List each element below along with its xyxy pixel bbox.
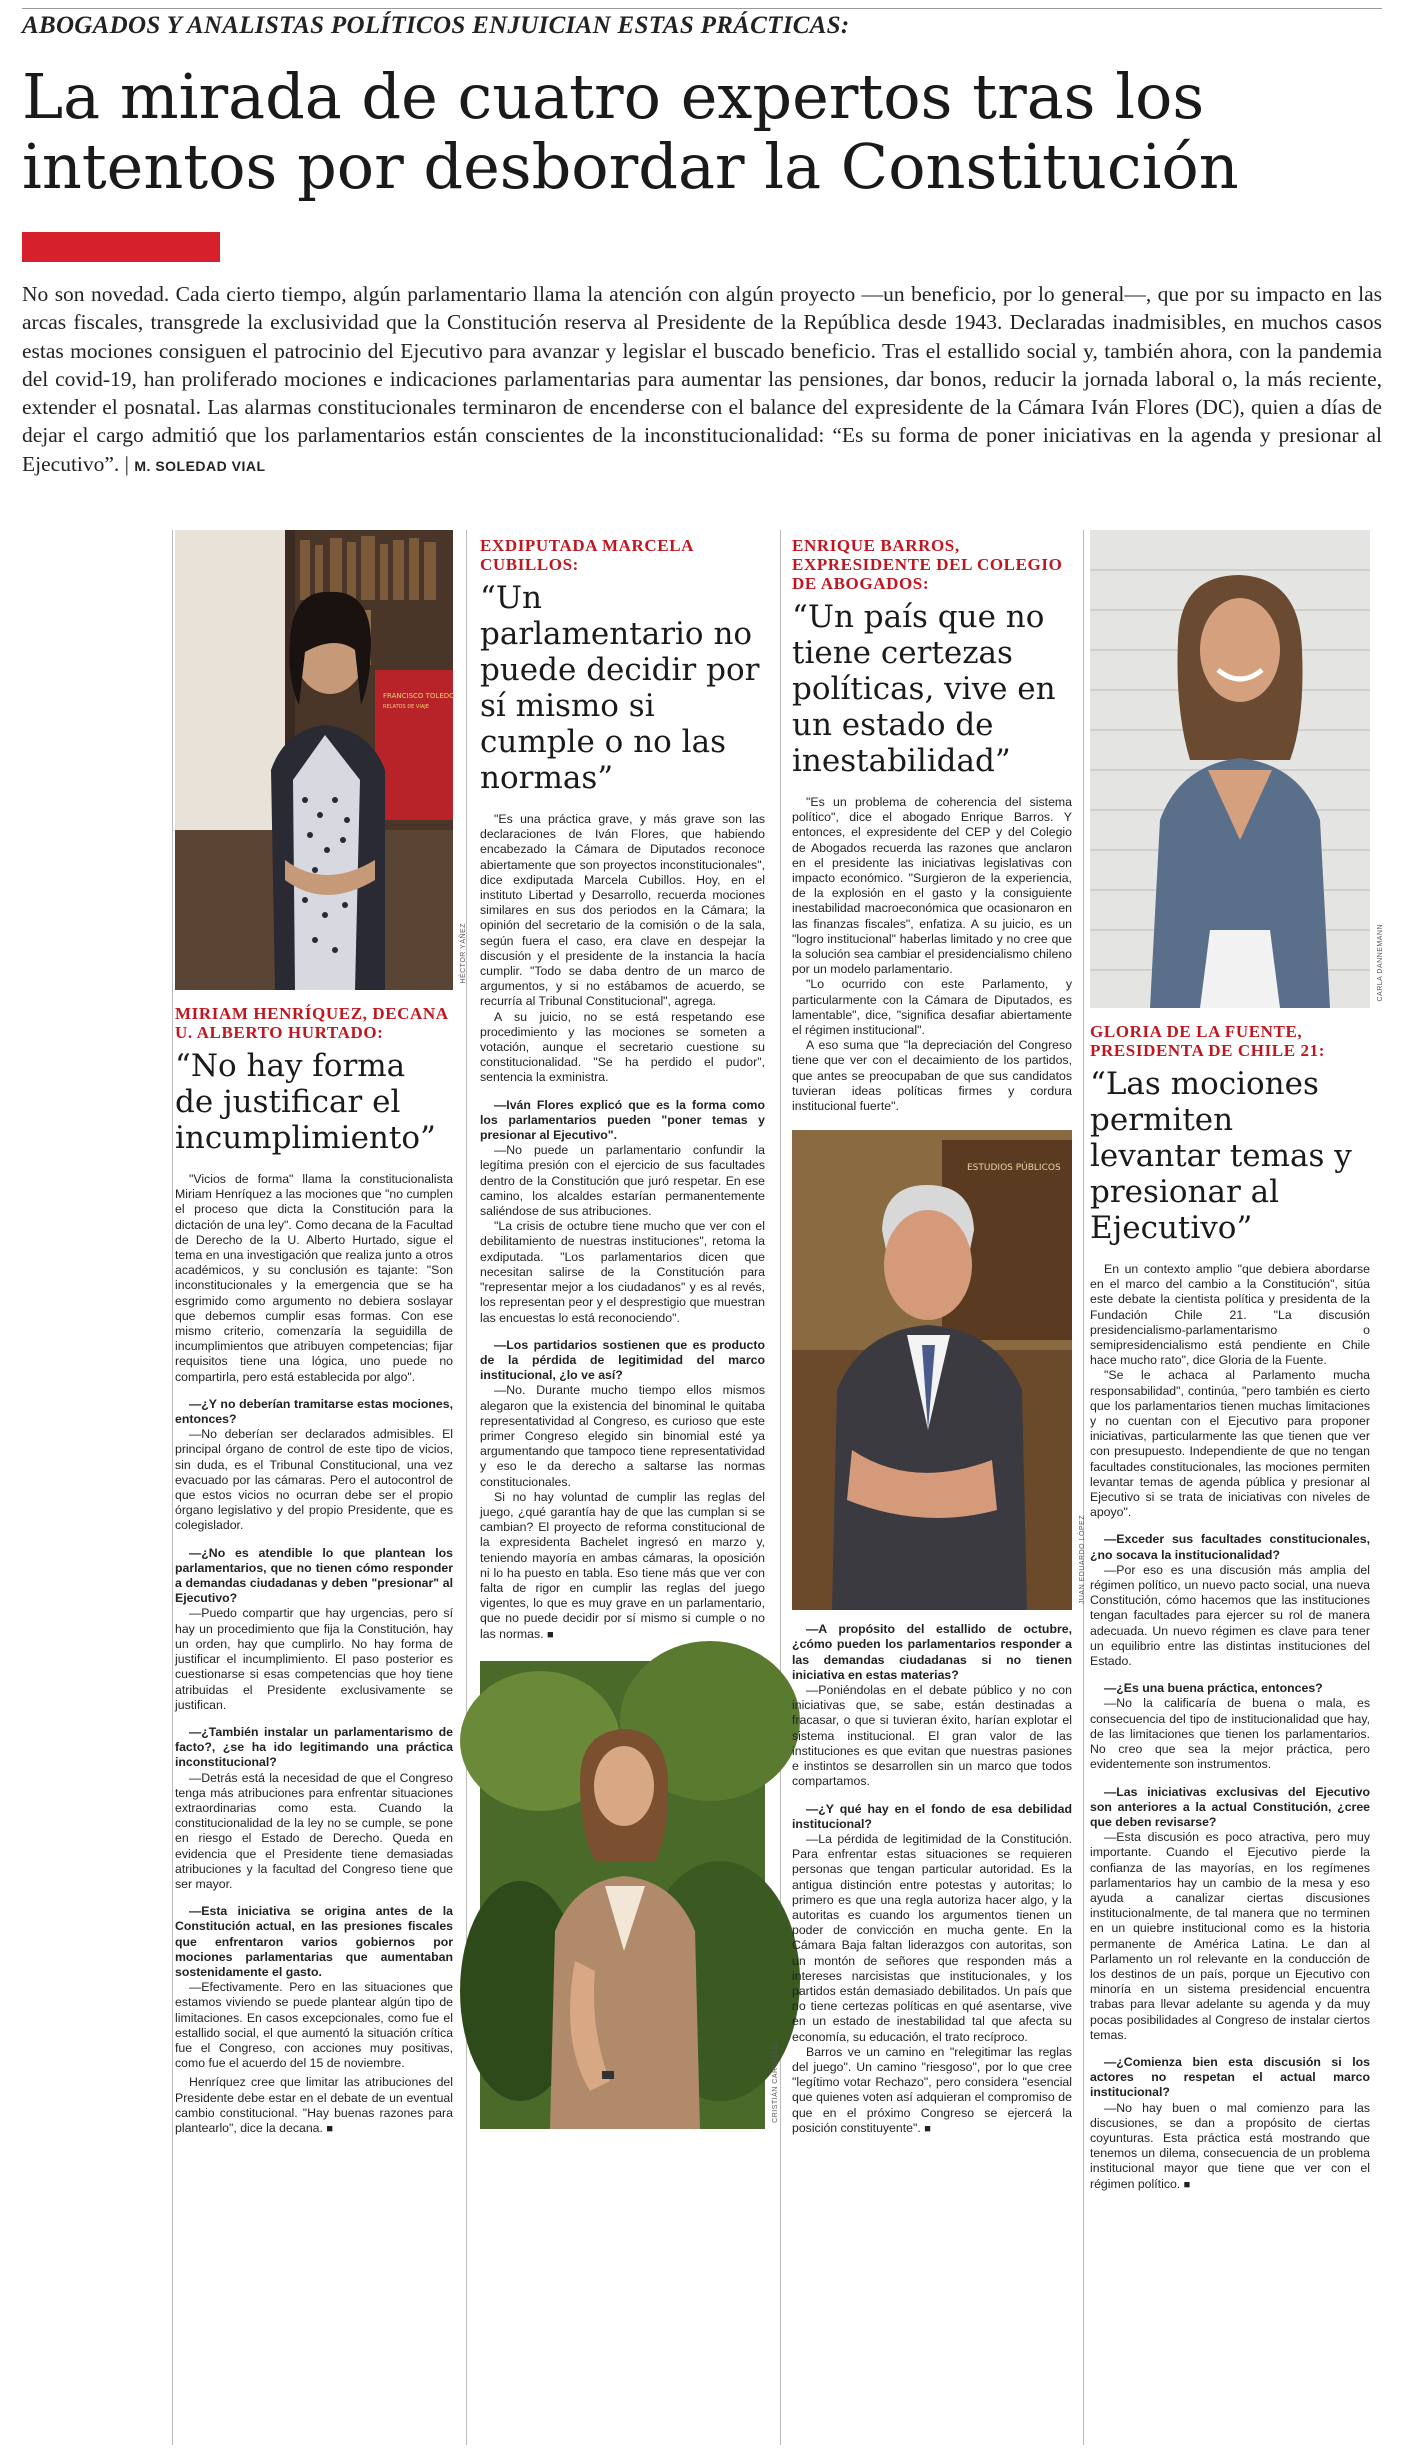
paragraph: En un contexto amplio "que debiera abordarse en el marco del cambio a la Constitución", sitúa este debate la cientista política y presidenta de la Fundación Chile 21. "La discusión presidencialismo-parlamentarismo o semipresidencialismo está pendiente en Chile hace mucho rato", dice Gloria de la Fuente. bbox=[1090, 1262, 1370, 1368]
interview-answer: —Puedo compartir que hay urgencias, pero sí hay un procedimiento que fija la Constitución, hay un orden, hay que cumplirlo. No hay forma de justificar el incumplimiento. El paso posterior es cuestionarse si esas competencias que hoy tiene atribuidas el Presidente exclusivamente se justifican. bbox=[175, 1606, 453, 1712]
pull-quote: “Las mociones permiten levantar temas y presionar al Ejecutivo” bbox=[1090, 1066, 1352, 1246]
article-body bbox=[1090, 1262, 1370, 2193]
article-body bbox=[792, 795, 1072, 1114]
interview-answer: —No deberían ser declarados admisibles. El principal órgano de control de este tipo de vicios, sin duda, es el Tribunal Constitucional, una vez evacuado por las cámaras. Pero el autocontrol de que estos vicios no ocurran debe ser el propio órgano legislativo y del propio Presidente, que es colegislador. bbox=[175, 1427, 453, 1533]
kicker: ABOGADOS Y ANALISTAS POLÍTICOS ENJUICIAN ESTAS PRÁCTICAS: bbox=[22, 12, 850, 39]
photo-credit: JUAN EDUARDO LÓPEZ bbox=[1079, 1515, 1086, 1605]
interview-answer: —Poniéndolas en el debate público y no con iniciativas que, se sabe, están destinadas a fracasar, o que si tuvieran éxito, harían explotar el sistema institucional. El gran valor de las instituciones es que evitan que nuestras pasiones e instintos se desarrollen sin un marco que todos compartamos. bbox=[792, 1683, 1072, 1789]
paragraph-closing: Henríquez cree que limitar las atribuciones del Presidente debe estar en el debate de un eventual cambio constitucional. "Hay buenas razones para plantearlo", dice la decana. ■ bbox=[175, 2075, 453, 2135]
paragraph: "Es una práctica grave, y más grave son las declaraciones de Iván Flores, que habiendo encabezado la Cámara de Diputados reconoce abiertamente que son proyectos inconstitucionales", dice exdiputada Marcela Cubillos. Hoy, en el instituto Libertad y Desarrollo, recuerda mociones similares en sus dos periodos en la Cámara; la opinión del secretario de la comisión o de la sala, según fuera el caso, era clave en despejar la discusión y el presidente de la instancia la hacía cumplir. "Todo se daba dentro de un marco de argumentos, y si no estábamos de acuerdo, se recurría al Tribunal Constitucional", agrega. bbox=[480, 812, 765, 1009]
photo-credit: HÉCTOR YÁÑEZ bbox=[460, 923, 467, 984]
column-barros bbox=[792, 530, 1086, 2137]
interview-question: —Las iniciativas exclusivas del Ejecutivo son anteriores a la actual Constitución, ¿cree que deben revisarse? bbox=[1090, 1784, 1370, 1829]
headline-line-2: intentos por desbordar la Constitución bbox=[22, 130, 1239, 203]
top-rule bbox=[22, 8, 1382, 9]
pull-quote: “Un país que no tiene certezas políticas, vive en un estado de inestabilidad” bbox=[792, 599, 1056, 779]
article-body bbox=[480, 812, 765, 1643]
lead-paragraph bbox=[22, 280, 1382, 480]
end-mark: ■ bbox=[1183, 2178, 1191, 2191]
column-cubillos bbox=[480, 530, 779, 2129]
interview-answer: —Detrás está la necesidad de que el Congreso tenga más atribuciones para enfrentar situaciones extraordinarias como esta. Cuando la constitucionalidad de la ley no se cumple, se pone en riesgo el Estado de Derecho. Queda en evidencia que el Presidente tiene demasiadas atribuciones y la facultad del Congreso tiene que ser mayor. bbox=[175, 1770, 453, 1891]
pull-quote: “Un parlamentario no puede decidir por sí mismo si cumple o no las normas” bbox=[480, 580, 760, 796]
interview-question: —Iván Flores explicó que es la forma como los parlamentarios pueden "poner temas y presionar al Ejecutivo". bbox=[480, 1097, 765, 1143]
interview-answer: —No la calificaría de buena o mala, es consecuencia del tipo de institucionalidad que hay, de las limitaciones que tienen los parlamentarios. No creo que sea la mejor práctica, pero evidentemente son instrumentos. bbox=[1090, 1696, 1370, 1772]
svg-text:ESTUDIOS PÚBLICOS: ESTUDIOS PÚBLICOS bbox=[967, 1163, 1061, 1174]
article-body-continued bbox=[792, 1622, 1072, 2137]
portrait-illustration bbox=[480, 1661, 765, 2129]
paragraph: "Vicios de forma" llama la constitucionalista Miriam Henríquez a las mociones que "no cumplen el proceso que dicta la Constitución para la dictación de una ley". Como decana de la Facultad de Derecho de la U. Alberto Hurtado, sigue el tema en una investigación que realiza junto a otros académicos, y su conclusión es tajante: "Son inconstitucionales y la emergencia que se ha esgrimido como argumento no debiera soslayar que debemos cumplir esas formas. Con ese mismo criterio, comenzaría la seguidilla de incumplimientos que atribuyen competencias; fijar requisitos tiene una lógica, uno puede no compartirla, pero está establecida por algo". bbox=[175, 1172, 453, 1384]
expert-name-title: MIRIAM HENRÍQUEZ, DECANA U. ALBERTO HURTADO: bbox=[175, 1004, 448, 1042]
expert-name-title: ENRIQUE BARROS, EXPRESIDENTE DEL COLEGIO DE ABOGADOS: bbox=[792, 536, 1063, 593]
paragraph: A su juicio, no se está respetando ese procedimiento y las mociones se someten a votación, aunque el secretario cuestione su constitucionalidad. "Se ha perdido el pudor", sentencia la exministra. bbox=[480, 1009, 765, 1085]
interview-question: —¿Y no deberían tramitarse estas mociones, entonces? bbox=[175, 1396, 453, 1427]
column-de-la-fuente bbox=[1090, 530, 1384, 2193]
byline: M. SOLEDAD VIAL bbox=[134, 457, 266, 474]
column-rule bbox=[780, 530, 781, 2445]
end-mark: ■ bbox=[546, 1628, 554, 1641]
pull-quote: “No hay forma de justificar el incumplimiento” bbox=[175, 1048, 436, 1156]
paragraph-closing: Si no hay voluntad de cumplir las reglas del juego, ¿qué garantía hay de que las cumplan si se cambian? El proyecto de reforma constitucional de la expresidenta Bachelet ingresó en marzo y, teniendo mayoría en ambas cámaras, la oposición ni lo ha puesto en tabla. Eso tiene más que ver con falta de rigor en cumplir las reglas del juego vigentes, lo que es muy grave en un parlamentario, que no puede decidir por sí mismo si cumple o no las normas. ■ bbox=[480, 1489, 765, 1641]
interview-question: —Exceder sus facultades constitucionales, ¿no socava la institucionalidad? bbox=[1090, 1532, 1370, 1562]
svg-text:RELATOS DE VIAJE: RELATOS DE VIAJE bbox=[383, 704, 429, 710]
interview-answer: —No. Durante mucho tiempo ellos mismos alegaron que la existencia del binominal le quitaba representatividad al Congreso, es curioso que este primer Congreso elegido sin binomial esté ya argumentando que tampoco tiene representatividad y eso le da derecho a saltarse las normas constitucionales. bbox=[480, 1383, 765, 1489]
interview-question: —¿También instalar un parlamentarismo de facto?, ¿se ha ido legitimando una práctica inconstitucional? bbox=[175, 1724, 453, 1770]
end-mark: ■ bbox=[326, 2122, 334, 2135]
photo-enrique-barros bbox=[792, 1130, 1086, 1610]
portrait-illustration bbox=[1090, 530, 1370, 1008]
column-rule bbox=[172, 530, 173, 2445]
interview-question: —¿Comienza bien esta discusión si los actores no respetan el actual marco institucional? bbox=[1090, 2054, 1370, 2100]
interview-question: —¿Es una buena práctica, entonces? bbox=[1104, 1681, 1323, 1696]
interview-question: —Esta iniciativa se origina antes de la Constitución actual, en las presiones fiscales que enfrentaron varios gobiernos por mociones parlamentarias que aumentaban sostenidamente el gasto. bbox=[175, 1904, 453, 1979]
interview-answer: —La pérdida de legitimidad de la Constitución. Para enfrentar estas situaciones se requieren personas que tengan particular autoridad. Es la antigua distinción entre potestas y autoritas; lo primero es que una regla autoriza hacer algo, y la autoritas es cuando los argumentos tienen un poder de convicción en mucha gente. En la Cámara Baja faltan liderazgos con autoritas, son un montón de señores que responden más a intereses narcisistas que institucionales, y los partidos están demasiado debilitados. Un país que no tiene certezas políticas en qué asentarse, vive en un estado de inestabilidad tal que afecta su economía, su educación, el trato recíproco. bbox=[792, 1831, 1072, 2044]
photo-miriam-henriquez bbox=[175, 530, 467, 990]
expert-name-title: EXDIPUTADA MARCELA CUBILLOS: bbox=[480, 536, 694, 574]
photo-credit: CRISTIÁN CARVALLO bbox=[772, 2042, 779, 2123]
photo-marcela-cubillos bbox=[480, 1661, 779, 2129]
lead-text: No son novedad. Cada cierto tiempo, algún parlamentario llama la atención con algún proyecto —un beneficio, por lo general—, que por su impacto en las arcas fiscales, transgrede la exclusividad que la Constitución reserva al Presidente de la República desde 1943. Declaradas inadmisibles, en muchos casos estas mociones consiguen el patrocinio del Ejecutivo para avanzar y legislar el buscado beneficio. Tras el estallido social y, también ahora, con la pandemia del covid-19, han proliferado mociones e indicaciones parlamentarias para aumentar las pensiones, dar bonos, reducir la jornada laboral o, la más reciente, extender el posnatal. Las alarmas constitucionales terminaron de encenderse con el balance del expresidente de la Cámara Iván Flores (DC), quien a días de dejar el cargo admitió que los parlamentarios están conscientes de la inconstitucionalidad: “Es su forma de poner iniciativas en la agenda y presionar al Ejecutivo”. | bbox=[22, 282, 1382, 476]
red-accent-bar bbox=[22, 232, 220, 262]
column-henriquez bbox=[175, 530, 467, 2137]
headline-line-1: La mirada de cuatro expertos tras los bbox=[22, 60, 1205, 133]
interview-answer: —Por eso es una discusión más amplia del régimen político, un nuevo pacto social, una nueva Constitución, cómo hacemos que las instituciones tengan facultades para ejercer su rol de manera adecuada. Un nuevo régimen es clave para tener un equilibrio entre las distintas instituciones del Estado. bbox=[1090, 1562, 1370, 1669]
svg-text:FRANCISCO TOLEDO: FRANCISCO TOLEDO bbox=[383, 692, 455, 700]
interview-question: —¿Y qué hay en el fondo de esa debilidad institucional? bbox=[792, 1801, 1072, 1831]
portrait-illustration bbox=[792, 1130, 1072, 1610]
paragraph: "Se le achaca al Parlamento mucha responsabilidad", continúa, "pero también es cierto que los parlamentarios tienen muchas limitaciones y no cuentan con el Ejecutivo para proponer iniciativas, particularmente las que tienen que ver con presupuesto. Independiente de que no tengan facultades constitucionales, las mociones permiten levantar temas de agenda pública y presionar al Ejecutivo si se trata de iniciativas con niveles de apoyo". bbox=[1090, 1368, 1370, 1520]
interview-answer: —Efectivamente. Pero en las situaciones que estamos viviendo se puede plantear algún tipo de limitaciones. En casos excepcionales, como fue el estallido social, el que aumentó la situación crítica fue el Congreso, con acciones muy positivas, como fue el acuerdo del 15 de noviembre. bbox=[175, 1980, 453, 2071]
end-mark: ■ bbox=[924, 2122, 931, 2135]
photo-credit: CARLA DANNEMANN bbox=[1377, 924, 1384, 1002]
headline bbox=[22, 62, 1382, 202]
interview-answer: —Esta discusión es poco atractiva, pero muy importante. Cuando el Ejecutivo pierde la confianza de las mayorías, en los regímenes parlamentarios hay un cambio de la mesa y eso ayuda a canalizar ciertas discusiones institucionalmente, de tal manera que no terminen en un quiebre institucional como es la historia permanente de América Latina. Le dan al Parlamento un rol relevante en la conducción de los destinos de un país, porque un Ejecutivo con minoría en un sistema presidencial encuentra trabas para llevar adelante su agenda y da muy pocas posibilidades al Congreso de instalar ciertos temas. bbox=[1090, 1830, 1370, 2042]
article-body bbox=[175, 1172, 453, 2137]
interview-question: —A propósito del estallido de octubre, ¿cómo pueden los parlamentarios responder a las demandas ciudadanas si no tienen iniciativa en estas materias? bbox=[792, 1622, 1072, 1682]
interview-answer: —No puede un parlamentario confundir la legítima presión con el ejercicio de sus facultades dentro de la Constitución que juró respetar. En ese camino, los alcaldes estarían permanentemente saliéndose de sus atribuciones. bbox=[480, 1143, 765, 1219]
paragraph: "Lo ocurrido con este Parlamento, y particularmente con la Cámara de Diputados, es lamentable", dice, "significa desafiar abiertamente el régimen institucional". bbox=[792, 977, 1072, 1038]
paragraph: "Es un problema de coherencia del sistema político", dice el abogado Enrique Barros. Y entonces, el expresidente del CEP y del Colegio de Abogados recuerda las razones que anclaron en el presidente las iniciativas legislativas con impacto económico. "Surgieron de la experiencia, de la explosión en el gasto y la consiguiente inestabilidad macroeconómica que ocasionaron en las finanzas fiscales", enfatiza. A su juicio, es un "logro institucional" haberlas limitado y no cree que la solución sea cambiar el presidencialismo chileno por un modelo parlamentario. bbox=[792, 795, 1072, 977]
column-rule bbox=[1083, 530, 1084, 2445]
expert-name-title: GLORIA DE LA FUENTE, PRESIDENTA DE CHILE 21: bbox=[1090, 1022, 1325, 1060]
interview-question: —Los partidarios sostienen que es producto de la pérdida de legitimidad del marco institucional, ¿lo ve así? bbox=[480, 1337, 765, 1383]
interview-answer: —No hay buen o mal comienzo para las discusiones, se dan a propósito de ciertas coyunturas. Esta práctica está mostrando que tenemos un dilema, consecuencia de un problema institucional mayor que tiene que ver con el régimen político. ■ bbox=[1090, 2100, 1370, 2191]
column-rule bbox=[466, 530, 467, 2445]
photo-gloria-de-la-fuente bbox=[1090, 530, 1384, 1008]
paragraph: A eso suma que "la depreciación del Congreso tiene que ver con el decaimiento de los partidos, que antes se preocupaban de que sus candidatos tuvieran ideas políticas firmes y cordura institucional fuerte". bbox=[792, 1038, 1072, 1114]
paragraph-closing: Barros ve un camino en "relegitimar las reglas del juego". Un camino "riesgoso", por lo que cree "legítimo votar Rechazo", pero considera "esencial que quienes voten así adquieran el compromiso de que en el próximo Congreso se ejercerá la posición constituyente". ■ bbox=[792, 2044, 1072, 2135]
interview-question: —¿No es atendible lo que plantean los parlamentarios, que no tienen cómo responder a demandas ciudadanas y deben "presionar" al Ejecutivo? bbox=[175, 1545, 453, 1606]
portrait-illustration bbox=[175, 530, 453, 990]
paragraph: "La crisis de octubre tiene mucho que ver con el debilitamiento de nuestras instituciones", retoma la exdiputada. "Los parlamentarios dicen que necesitan salirse de la Constitución para "representar mejor a los ciudadanos" y es al revés, los representan peor y el desprestigio que muestran las encuestas lo está reconociendo". bbox=[480, 1219, 765, 1325]
